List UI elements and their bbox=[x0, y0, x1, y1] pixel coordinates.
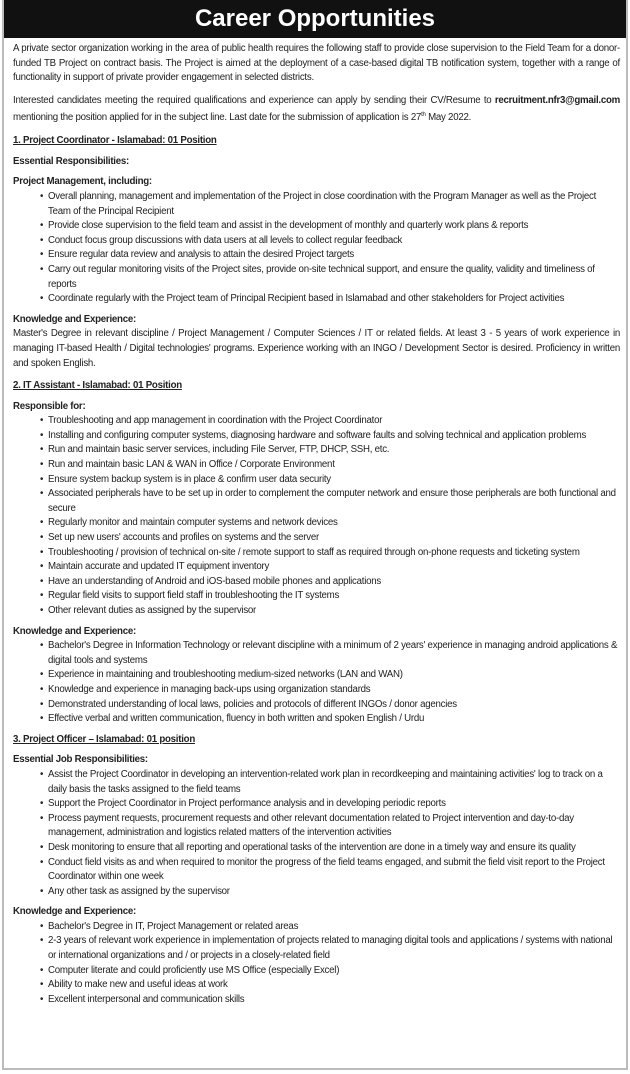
list-item: • 2-3 years of relevant work experience in implementation of projects related to managing digital tools and applications / systems with national or international organizations and / or projects in a closely-related field bbox=[40, 934, 620, 963]
list-item: • Assist the Project Coordinator in developing an intervention-related work plan in recordkeeping and maintaining activities' log to track on a daily basis the tasks assigned to the field teams bbox=[40, 768, 620, 797]
list-item: • Ability to make new and useful ideas at work bbox=[40, 978, 620, 993]
list-item: • Conduct field visits as and when required to monitor the progress of the field teams engaged, and submit the field visit report to the Project Coordinator within one week bbox=[40, 856, 620, 885]
list-item: • Any other task as assigned by the supervisor bbox=[40, 885, 620, 900]
position-title: 2. IT Assistant - Islamabad: 01 Position bbox=[13, 380, 182, 392]
position-section bbox=[13, 134, 620, 371]
list-item: • Demonstrated understanding of local laws, policies and protocols of different INGOs / donor agencies bbox=[40, 698, 620, 713]
job-advertisement bbox=[2, 0, 628, 1070]
ad-content bbox=[4, 38, 626, 1007]
section-heading: Responsible for: bbox=[13, 400, 86, 412]
date-sup: th bbox=[421, 112, 426, 119]
email-link[interactable]: recruitment.nfr3@gmail.com bbox=[494, 94, 620, 106]
list-item: • Process payment requests, procurement requests and other relevant documentation related to Project intervention and day-to-day management, administration and logistics related matters of the intervention activities bbox=[40, 812, 620, 841]
list-item: • Support the Project Coordinator in Project performance analysis and in developing periodic reports bbox=[40, 797, 620, 812]
list-item: • Excellent interpersonal and communication skills bbox=[40, 993, 620, 1008]
section-heading: Essential Responsibilities: bbox=[13, 155, 129, 167]
list-item: • Set up new users' accounts and profiles on systems and the server bbox=[40, 531, 620, 546]
list-item: • Conduct focus group discussions with data users at all levels to collect regular feedback bbox=[40, 234, 620, 249]
positions-list bbox=[13, 134, 620, 1007]
position-section bbox=[13, 733, 620, 1008]
bullet-list bbox=[13, 639, 620, 727]
page-title: Career Opportunities bbox=[4, 0, 626, 38]
list-item: • Regular field visits to support field staff in troubleshooting the IT systems bbox=[40, 589, 620, 604]
position-title: 1. Project Coordinator - Islamabad: 01 Position bbox=[13, 135, 217, 147]
list-item: • Effective verbal and written communication, fluency in both written and spoken English / Urdu bbox=[40, 712, 620, 727]
list-item: • Desk monitoring to ensure that all reporting and operational tasks of the intervention are done in a timely way and ensure its quality bbox=[40, 841, 620, 856]
list-item: • Other relevant duties as assigned by the supervisor bbox=[40, 604, 620, 619]
list-item: • Associated peripherals have to be set up in order to complement the computer network and ensure those peripherals are both functional and secure bbox=[40, 487, 620, 516]
list-item: • Run and maintain basic LAN & WAN in Office / Corporate Environment bbox=[40, 458, 620, 473]
list-item: • Provide close supervision to the field team and assist in the development of monthly and quarterly work plans & reports bbox=[40, 219, 620, 234]
list-item: • Troubleshooting / provision of technical on-site / remote support to staff as required through on-phone requests and ticketing system bbox=[40, 546, 620, 561]
list-item: • Overall planning, management and implementation of the Project in close coordination with the Program Manager as well as the Project Team of the Principal Recipient bbox=[40, 190, 620, 219]
apply-prefix: Interested candidates meeting the required qualifications and experience can apply by sending their CV/Resume to bbox=[13, 94, 492, 106]
list-item: • Bachelor's Degree in IT, Project Management or related areas bbox=[40, 920, 620, 935]
list-item: • Coordinate regularly with the Project team of Principal Recipient based in Islamabad and other stakeholders for Project activities bbox=[40, 292, 620, 307]
section-text: Master's Degree in relevant discipline / Project Management / Computer Sciences / IT or related fields. At least 3 - 5 years of work experience in managing IT-based Health / Digital technologies' programs. Experience working with an INGO / Development Sector is desired. Proficiency in written and spoken English. bbox=[13, 328, 620, 369]
section-heading: Knowledge and Experience: bbox=[13, 313, 136, 325]
position-title: 3. Project Officer – Islamabad: 01 position bbox=[13, 733, 195, 745]
list-item: • Have an understanding of Android and iOS-based mobile phones and applications bbox=[40, 575, 620, 590]
bullet-list bbox=[13, 190, 620, 307]
list-item: • Run and maintain basic server services, including File Server, FTP, DHCP, SSH, etc. bbox=[40, 443, 620, 458]
list-item: • Bachelor's Degree in Information Technology or relevant discipline with a minimum of 2 years' experience in managing android applications & digital tools and systems bbox=[40, 639, 620, 668]
intro-paragraph: A private sector organization working in the area of public health requires the following staff to provide close supervision to the Field Team for a donor-funded TB Project on contract basis. The Project is aimed at the deployment of a case-based digital TB notification system, together with a range of functionality in support of private provider engagement in selected districts. bbox=[13, 43, 620, 84]
list-item: • Maintain accurate and updated IT equipment inventory bbox=[40, 560, 620, 575]
list-item: • Ensure system backup system is in place & confirm user data security bbox=[40, 473, 620, 488]
apply-paragraph bbox=[13, 94, 620, 126]
apply-date: May 2022. bbox=[428, 112, 472, 124]
list-item: • Knowledge and experience in managing back-ups using organization standards bbox=[40, 683, 620, 698]
section-heading: Essential Job Responsibilities: bbox=[13, 754, 148, 766]
bullet-list bbox=[13, 768, 620, 899]
list-item: • Troubleshooting and app management in coordination with the Project Coordinator bbox=[40, 414, 620, 429]
bullet-list bbox=[13, 414, 620, 618]
section-heading: Project Management, including: bbox=[13, 176, 152, 188]
list-item: • Experience in maintaining and troubleshooting medium-sized networks (LAN and WAN) bbox=[40, 668, 620, 683]
apply-suffix: mentioning the position applied for in the subject line. Last date for the submission of application is 27 bbox=[13, 112, 422, 124]
list-item: • Computer literate and could proficiently use MS Office (especially Excel) bbox=[40, 964, 620, 979]
section-heading: Knowledge and Experience: bbox=[13, 906, 136, 918]
list-item: • Carry out regular monitoring visits of the Project sites, provide on-site technical support, and ensure the quality, validity and timeliness of reports bbox=[40, 263, 620, 292]
list-item: • Regularly monitor and maintain computer systems and network devices bbox=[40, 516, 620, 531]
position-section bbox=[13, 379, 620, 727]
list-item: • Installing and configuring computer systems, diagnosing hardware and software faults and solving technical and application problems bbox=[40, 429, 620, 444]
bullet-list bbox=[13, 920, 620, 1008]
list-item: • Ensure regular data review and analysis to attain the desired Project targets bbox=[40, 248, 620, 263]
section-heading: Knowledge and Experience: bbox=[13, 625, 136, 637]
